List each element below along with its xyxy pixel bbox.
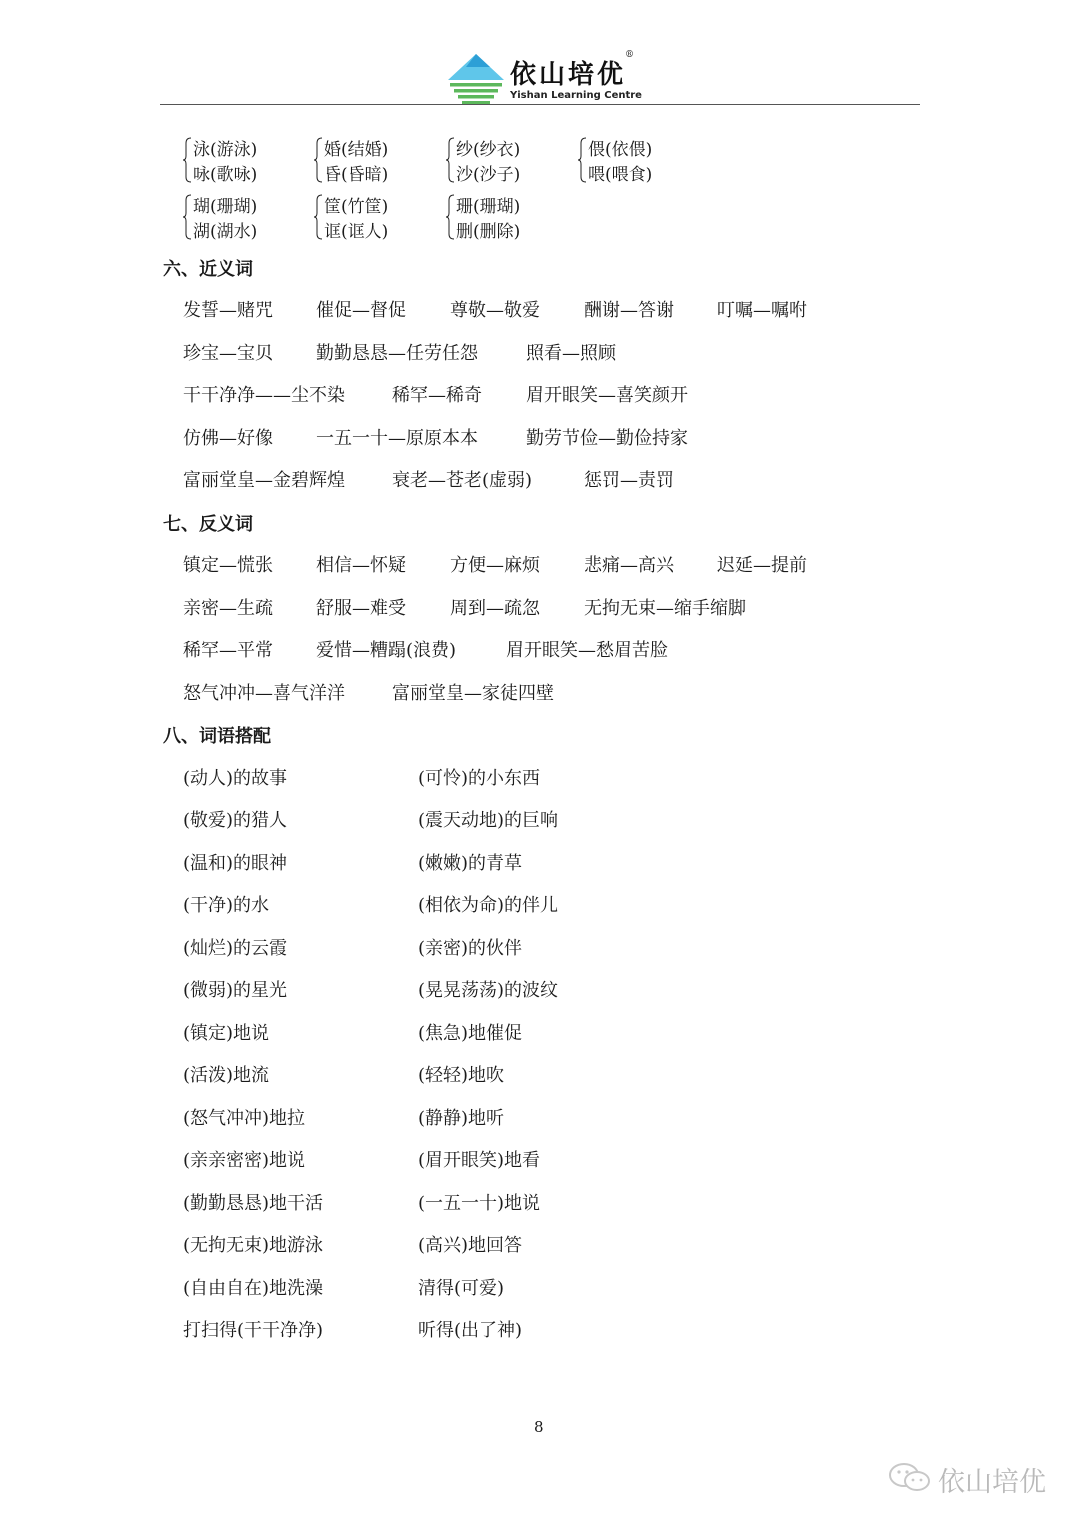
synonym-item: 叮嘱—嘱咐 [717, 300, 807, 321]
brace-icon [578, 137, 588, 183]
collocation-item: (亲密)的伙伴 [418, 938, 523, 959]
collocation-item: (眉开眼笑)地看 [418, 1150, 541, 1171]
pair-word-2: 喂(喂食) [588, 165, 653, 185]
collocation-item: (自由自在)地洗澡 [183, 1278, 324, 1299]
antonym-item: 无拘无束—缩手缩脚 [584, 598, 746, 619]
collocation-item: (怒气冲冲)地拉 [183, 1108, 306, 1129]
collocation-item: 清得(可爱) [418, 1278, 505, 1299]
synonym-item: 仿佛—好像 [183, 428, 273, 449]
collocation-item: (灿烂)的云霞 [183, 938, 288, 959]
char-pair [446, 135, 571, 187]
antonym-item: 相信—怀疑 [316, 555, 406, 576]
synonym-item: 一五一十—原原本本 [316, 428, 478, 449]
collocation-item: (温和)的眼神 [183, 853, 288, 874]
char-pair [183, 135, 308, 187]
antonym-item: 迟延—提前 [717, 555, 807, 576]
pair-word-1: 婚(结婚) [324, 140, 389, 160]
antonym-item: 周到—疏忽 [450, 598, 540, 619]
synonym-item: 惩罚—责罚 [584, 470, 674, 491]
pair-word-1: 珊(珊瑚) [456, 197, 521, 217]
antonym-item: 怒气冲冲—喜气洋洋 [183, 683, 345, 704]
collocation-item: (勤勤恳恳)地干活 [183, 1193, 324, 1214]
collocation-item: (高兴)地回答 [418, 1235, 523, 1256]
brace-icon [314, 194, 324, 240]
collocation-item: (动人)的故事 [183, 768, 288, 789]
char-pair [446, 192, 571, 244]
synonym-item: 勤劳节俭—勤俭持家 [526, 428, 688, 449]
char-pair [314, 192, 439, 244]
antonym-item: 镇定—慌张 [183, 555, 273, 576]
synonym-item: 勤勤恳恳—任劳任怨 [316, 343, 478, 364]
pair-word-1: 偎(依偎) [588, 140, 653, 160]
collocation-item: (嫩嫩)的青草 [418, 853, 523, 874]
collocation-item: (焦急)地催促 [418, 1023, 523, 1044]
pair-word-1: 纱(纱衣) [456, 140, 521, 160]
brace-icon [314, 137, 324, 183]
collocation-item: (微弱)的星光 [183, 980, 288, 1001]
collocation-item: (一五一十)地说 [418, 1193, 541, 1214]
char-pair [183, 192, 308, 244]
synonym-item: 发誓—赌咒 [183, 300, 273, 321]
antonym-item: 富丽堂皇—家徒四壁 [392, 683, 554, 704]
brace-icon [446, 194, 456, 240]
synonym-item: 干干净净——尘不染 [183, 385, 345, 406]
section-title-antonyms: 七、反义词 [163, 514, 253, 535]
section-title-collocations: 八、词语搭配 [163, 726, 271, 747]
synonym-item: 眉开眼笑—喜笑颜开 [526, 385, 688, 406]
collocation-item: (敬爱)的猎人 [183, 810, 288, 831]
section-title-synonyms: 六、近义词 [163, 259, 253, 280]
collocation-item: (亲亲密密)地说 [183, 1150, 306, 1171]
pair-word-2: 删(删除) [456, 222, 521, 242]
antonym-item: 亲密—生疏 [183, 598, 273, 619]
registered-mark: ® [625, 50, 634, 60]
pair-word-1: 筐(竹筐) [324, 197, 389, 217]
collocation-item: 听得(出了神) [418, 1320, 523, 1341]
antonym-item: 悲痛—高兴 [584, 555, 674, 576]
collocation-item: (干净)的水 [183, 895, 270, 916]
char-pair [578, 135, 703, 187]
collocation-item: (无拘无束)地游泳 [183, 1235, 324, 1256]
page-header [0, 0, 1080, 110]
brace-icon [183, 194, 193, 240]
logo-icon [446, 52, 506, 104]
synonym-item: 珍宝—宝贝 [183, 343, 273, 364]
antonym-item: 眉开眼笑—愁眉苦脸 [506, 640, 668, 661]
collocation-item: (晃晃荡荡)的波纹 [418, 980, 559, 1001]
logo-subtitle: Yishan Learning Centre [510, 90, 642, 101]
pair-word-2: 昏(昏暗) [324, 165, 389, 185]
synonym-item: 衰老—苍老(虚弱) [392, 470, 533, 491]
synonym-item: 稀罕—稀奇 [392, 385, 482, 406]
collocation-item: (轻轻)地吹 [418, 1065, 505, 1086]
brace-icon [446, 137, 456, 183]
pair-word-2: 湖(湖水) [193, 222, 258, 242]
wechat-icon [888, 1462, 932, 1492]
synonym-item: 富丽堂皇—金碧辉煌 [183, 470, 345, 491]
synonym-item: 催促—督促 [316, 300, 406, 321]
collocation-item: 打扫得(干干净净) [183, 1320, 324, 1341]
page-number: 8 [534, 1418, 544, 1436]
synonym-item: 照看—照顾 [526, 343, 616, 364]
pair-word-1: 瑚(珊瑚) [193, 197, 258, 217]
watermark-text: 依山培优 [938, 1467, 1046, 1498]
pair-word-2: 咏(歌咏) [193, 165, 258, 185]
antonym-item: 爱惜—糟蹋(浪费) [316, 640, 457, 661]
synonym-item: 酬谢—答谢 [584, 300, 674, 321]
antonym-item: 方便—麻烦 [450, 555, 540, 576]
pair-word-2: 沙(沙子) [456, 165, 521, 185]
collocation-item: (活泼)地流 [183, 1065, 270, 1086]
collocation-item: (震天动地)的巨响 [418, 810, 559, 831]
collocation-item: (相依为命)的伴儿 [418, 895, 559, 916]
logo-text: 依山培优 [510, 60, 627, 90]
pair-word-2: 诓(诓人) [324, 222, 389, 242]
header-divider [160, 104, 920, 105]
pair-word-1: 泳(游泳) [193, 140, 258, 160]
collocation-item: (镇定)地说 [183, 1023, 270, 1044]
antonym-item: 稀罕—平常 [183, 640, 273, 661]
collocation-item: (静静)地听 [418, 1108, 505, 1129]
char-pair [314, 135, 439, 187]
antonym-item: 舒服—难受 [316, 598, 406, 619]
synonym-item: 尊敬—敬爱 [450, 300, 540, 321]
collocation-item: (可怜)的小东西 [418, 768, 541, 789]
brace-icon [183, 137, 193, 183]
